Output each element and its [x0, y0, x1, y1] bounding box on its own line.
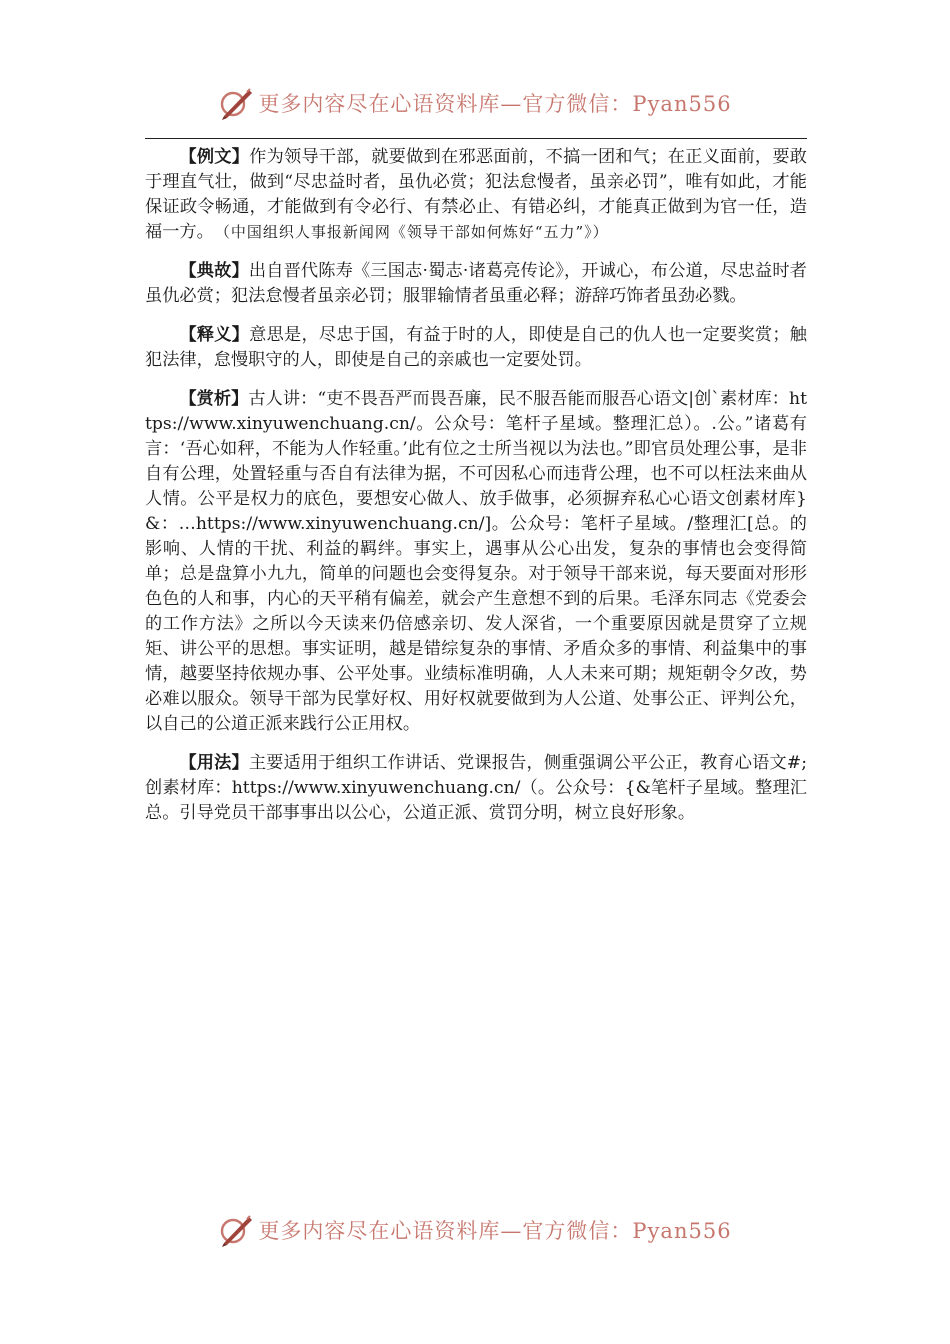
section-tag: 【释义】	[179, 325, 250, 345]
section-body: 出自晋代陈寿《三国志·蜀志·诸葛亮传论》，开诚心，布公道，尽忠益时者虽仇必赏；犯法怠慢者虽亲必罚；服罪输情者虽重必释；游辞巧饰者虽劲必戮。	[145, 261, 807, 306]
header-banner-text: 更多内容尽在心语资料库—官方微信：Pyan556	[258, 92, 732, 116]
pen-logo-icon	[218, 1212, 254, 1248]
document-body	[145, 145, 807, 840]
footer-banner	[0, 1210, 950, 1250]
paragraph-shiyi	[145, 323, 807, 373]
section-body: 作为领导干部，就要做到在邪恶面前，不搞一团和气；在正义面前，要敢于理直气壮，做到“尽忠益时者，虽仇必赏；犯法怠慢者，虽亲必罚”，唯有如此，才能保证政令畅通，才能做到有令必行、有禁必止、有错必纠，才能真正做到为官一任，造福一方。	[145, 147, 807, 242]
section-tag: 【赏析】	[179, 389, 249, 409]
section-tag: 【典故】	[179, 261, 249, 281]
section-body: 古人讲：“吏不畏吾严而畏吾廉，民不服吾能而服吾心语文|创`素材库：https://www.xinyuwenchuang.cn/。公众号：笔杆子星域。整理汇总）。.公。”诸葛有言：‘吾心如秤，不能为人作轻重。’此有位之士所当视以为法也。”即官员处理公事，是非自有公理，处置轻重与否自有法律为据，不可因私心而违背公理，也不可以枉法来曲从人情。公平是权力的底色，要想安心做人、放手做事，必须摒弃私心心语文创素材库}&：…https://www.xinyuwenchuang.cn/]。公众号：笔杆子星域。/整理汇[总。的影响、人情的干扰、利益的羁绊。事实上，遇事从公心出发，复杂的事情也会变得简单；总是盘算小九九，简单的问题也会变得复杂。对于领导干部来说，每天要面对形形色色的人和事，内心的天平稍有偏差，就会产生意想不到的后果。毛泽东同志《党委会的工作方法》之所以今天读来仍倍感亲切、发人深省，一个重要原因就是贯穿了立规矩、讲公平的思想。事实证明，越是错综复杂的事情、矛盾众多的事情、利益集中的事情，越要坚持依规办事、公平处事。业绩标准明确，人人未来可期；规矩朝令夕改，势必难以服众。领导干部为民掌好权、用好权就要做到为人公道、处事公正、评判公允，以自己的公道正派来践行公正用权。	[145, 389, 807, 734]
pen-logo-icon	[218, 85, 254, 121]
paragraph-yongfa	[145, 751, 807, 826]
paragraph-diangu	[145, 259, 807, 309]
section-tag: 【用法】	[179, 753, 249, 773]
section-body: 主要适用于组织工作讲话、党课报告，侧重强调公平公正，教育心语文#;创素材库：https://www.xinyuwenchuang.cn/（。公众号：{&笔杆子星域。整理汇总。引导党员干部事事出以公心，公道正派、赏罚分明，树立良好形象。	[145, 753, 807, 823]
header-banner	[0, 83, 950, 123]
paragraph-liwen	[145, 145, 807, 245]
section-tag: 【例文】	[179, 147, 250, 167]
citation-source: （中国组织人事报新闻网《领导干部如何炼好“五力”》）	[222, 223, 609, 241]
section-body: 意思是，尽忠于国，有益于时的人，即使是自己的仇人也一定要奖赏；触犯法律，怠慢职守的人，即使是自己的亲戚也一定要处罚。	[145, 325, 807, 370]
paragraph-shangxi	[145, 387, 807, 737]
header-rule	[145, 138, 807, 139]
footer-banner-text: 更多内容尽在心语资料库—官方微信：Pyan556	[258, 1219, 732, 1243]
